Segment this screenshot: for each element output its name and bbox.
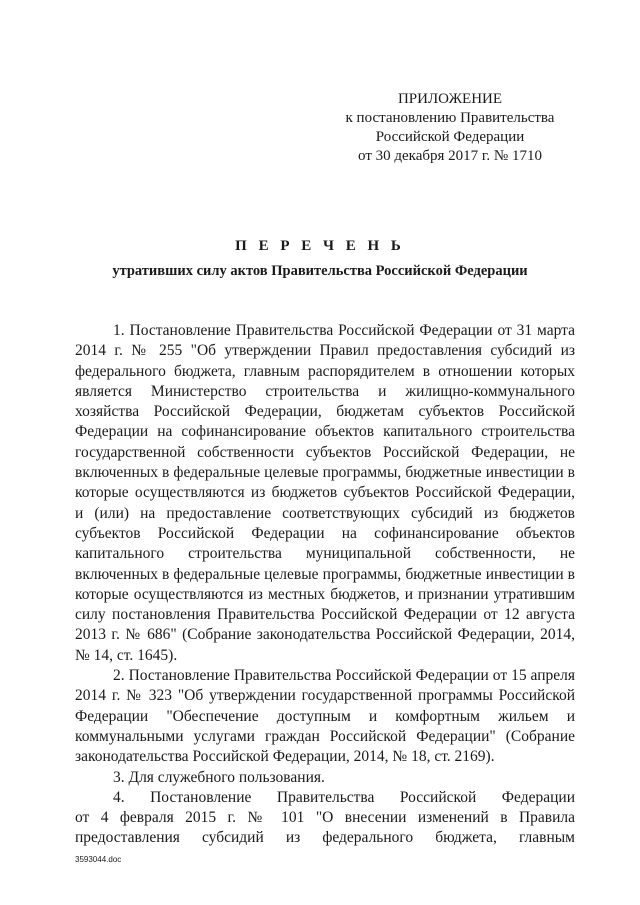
appendix-line-2: Российской Федерации — [375, 129, 525, 145]
document-body — [75, 321, 575, 849]
body-line: Федерации "Обеспечение доступным и комфортным жильем и — [75, 707, 575, 725]
body-line: государственной собственности субъектов Российской Федерации, не — [75, 443, 575, 461]
body-line: хозяйства Российской Федерации, бюджетам субъектов Российской — [75, 403, 575, 421]
body-line: предоставления субсидий из федерального бюджета, главным — [75, 829, 575, 847]
appendix-line-3: от 30 декабря 2017 г. № 1710 — [358, 148, 542, 164]
document-title: П Е Р Е Ч Е Н Ь — [235, 238, 405, 254]
appendix-line-1: к постановлению Правительства — [345, 110, 555, 126]
body-line: 1. Постановление Правительства Российской Федерации от 31 марта — [113, 322, 575, 339]
body-line: Федерации на софинансирование объектов капитального строительства — [75, 423, 575, 441]
body-line: 2014 г. № 255 "Об утверждении Правил предоставления субсидий из — [75, 342, 575, 360]
body-line: от 4 февраля 2015 г. № 101 "О внесении изменений в Правила — [75, 809, 575, 827]
body-line: законодательства Российской Федерации, 2014, № 18, ст. 2169). — [75, 748, 495, 766]
body-line: которые осуществляются из местных бюджетов, и признании утратившим — [75, 585, 575, 603]
body-line: 2. Постановление Правительства Российской Федерации от 15 апреля — [113, 667, 575, 685]
body-line: 2014 г. № 323 "Об утверждении государственной программы Российской — [75, 687, 575, 705]
body-line: 2013 г. № 686" (Собрание законодательства Российской Федерации, 2014, — [75, 626, 575, 644]
appendix-block — [330, 90, 570, 166]
body-line: которые осуществляются из бюджетов субъектов Российской Федерации, — [75, 484, 575, 502]
body-line: субъектов Российской Федерации на софинансирование объектов — [75, 524, 575, 542]
body-line: включенных в федеральные целевые программы, бюджетные инвестиции в — [75, 565, 575, 583]
body-line: коммунальными услугами граждан Российской Федерации" (Собрание — [75, 727, 575, 745]
body-line: 4. Постановление Правительства Российской Федерации — [113, 788, 575, 806]
body-line: № 14, ст. 1645). — [75, 646, 178, 664]
appendix-title: ПРИЛОЖЕНИЕ — [397, 91, 503, 107]
body-line: и (или) на предоставление соответствующих субсидий из бюджетов — [75, 504, 575, 522]
document-footer-id: 3593044.doc — [75, 855, 122, 864]
body-line: силу постановления Правительства Российской Федерации от 12 августа — [75, 606, 575, 624]
body-line: федерального бюджета, главным распорядителем в отношении которых — [75, 362, 575, 380]
body-line: является Министерство строительства и жилищно-коммунального — [75, 382, 575, 400]
body-line: включенных в федеральные целевые программы, бюджетные инвестиции в — [75, 464, 575, 482]
document-subtitle: утративших силу актов Правительства Российской Федерации — [112, 263, 528, 279]
body-line: капитального строительства муниципальной собственности, не — [75, 545, 575, 563]
body-line: 3. Для служебного пользования. — [113, 768, 325, 786]
